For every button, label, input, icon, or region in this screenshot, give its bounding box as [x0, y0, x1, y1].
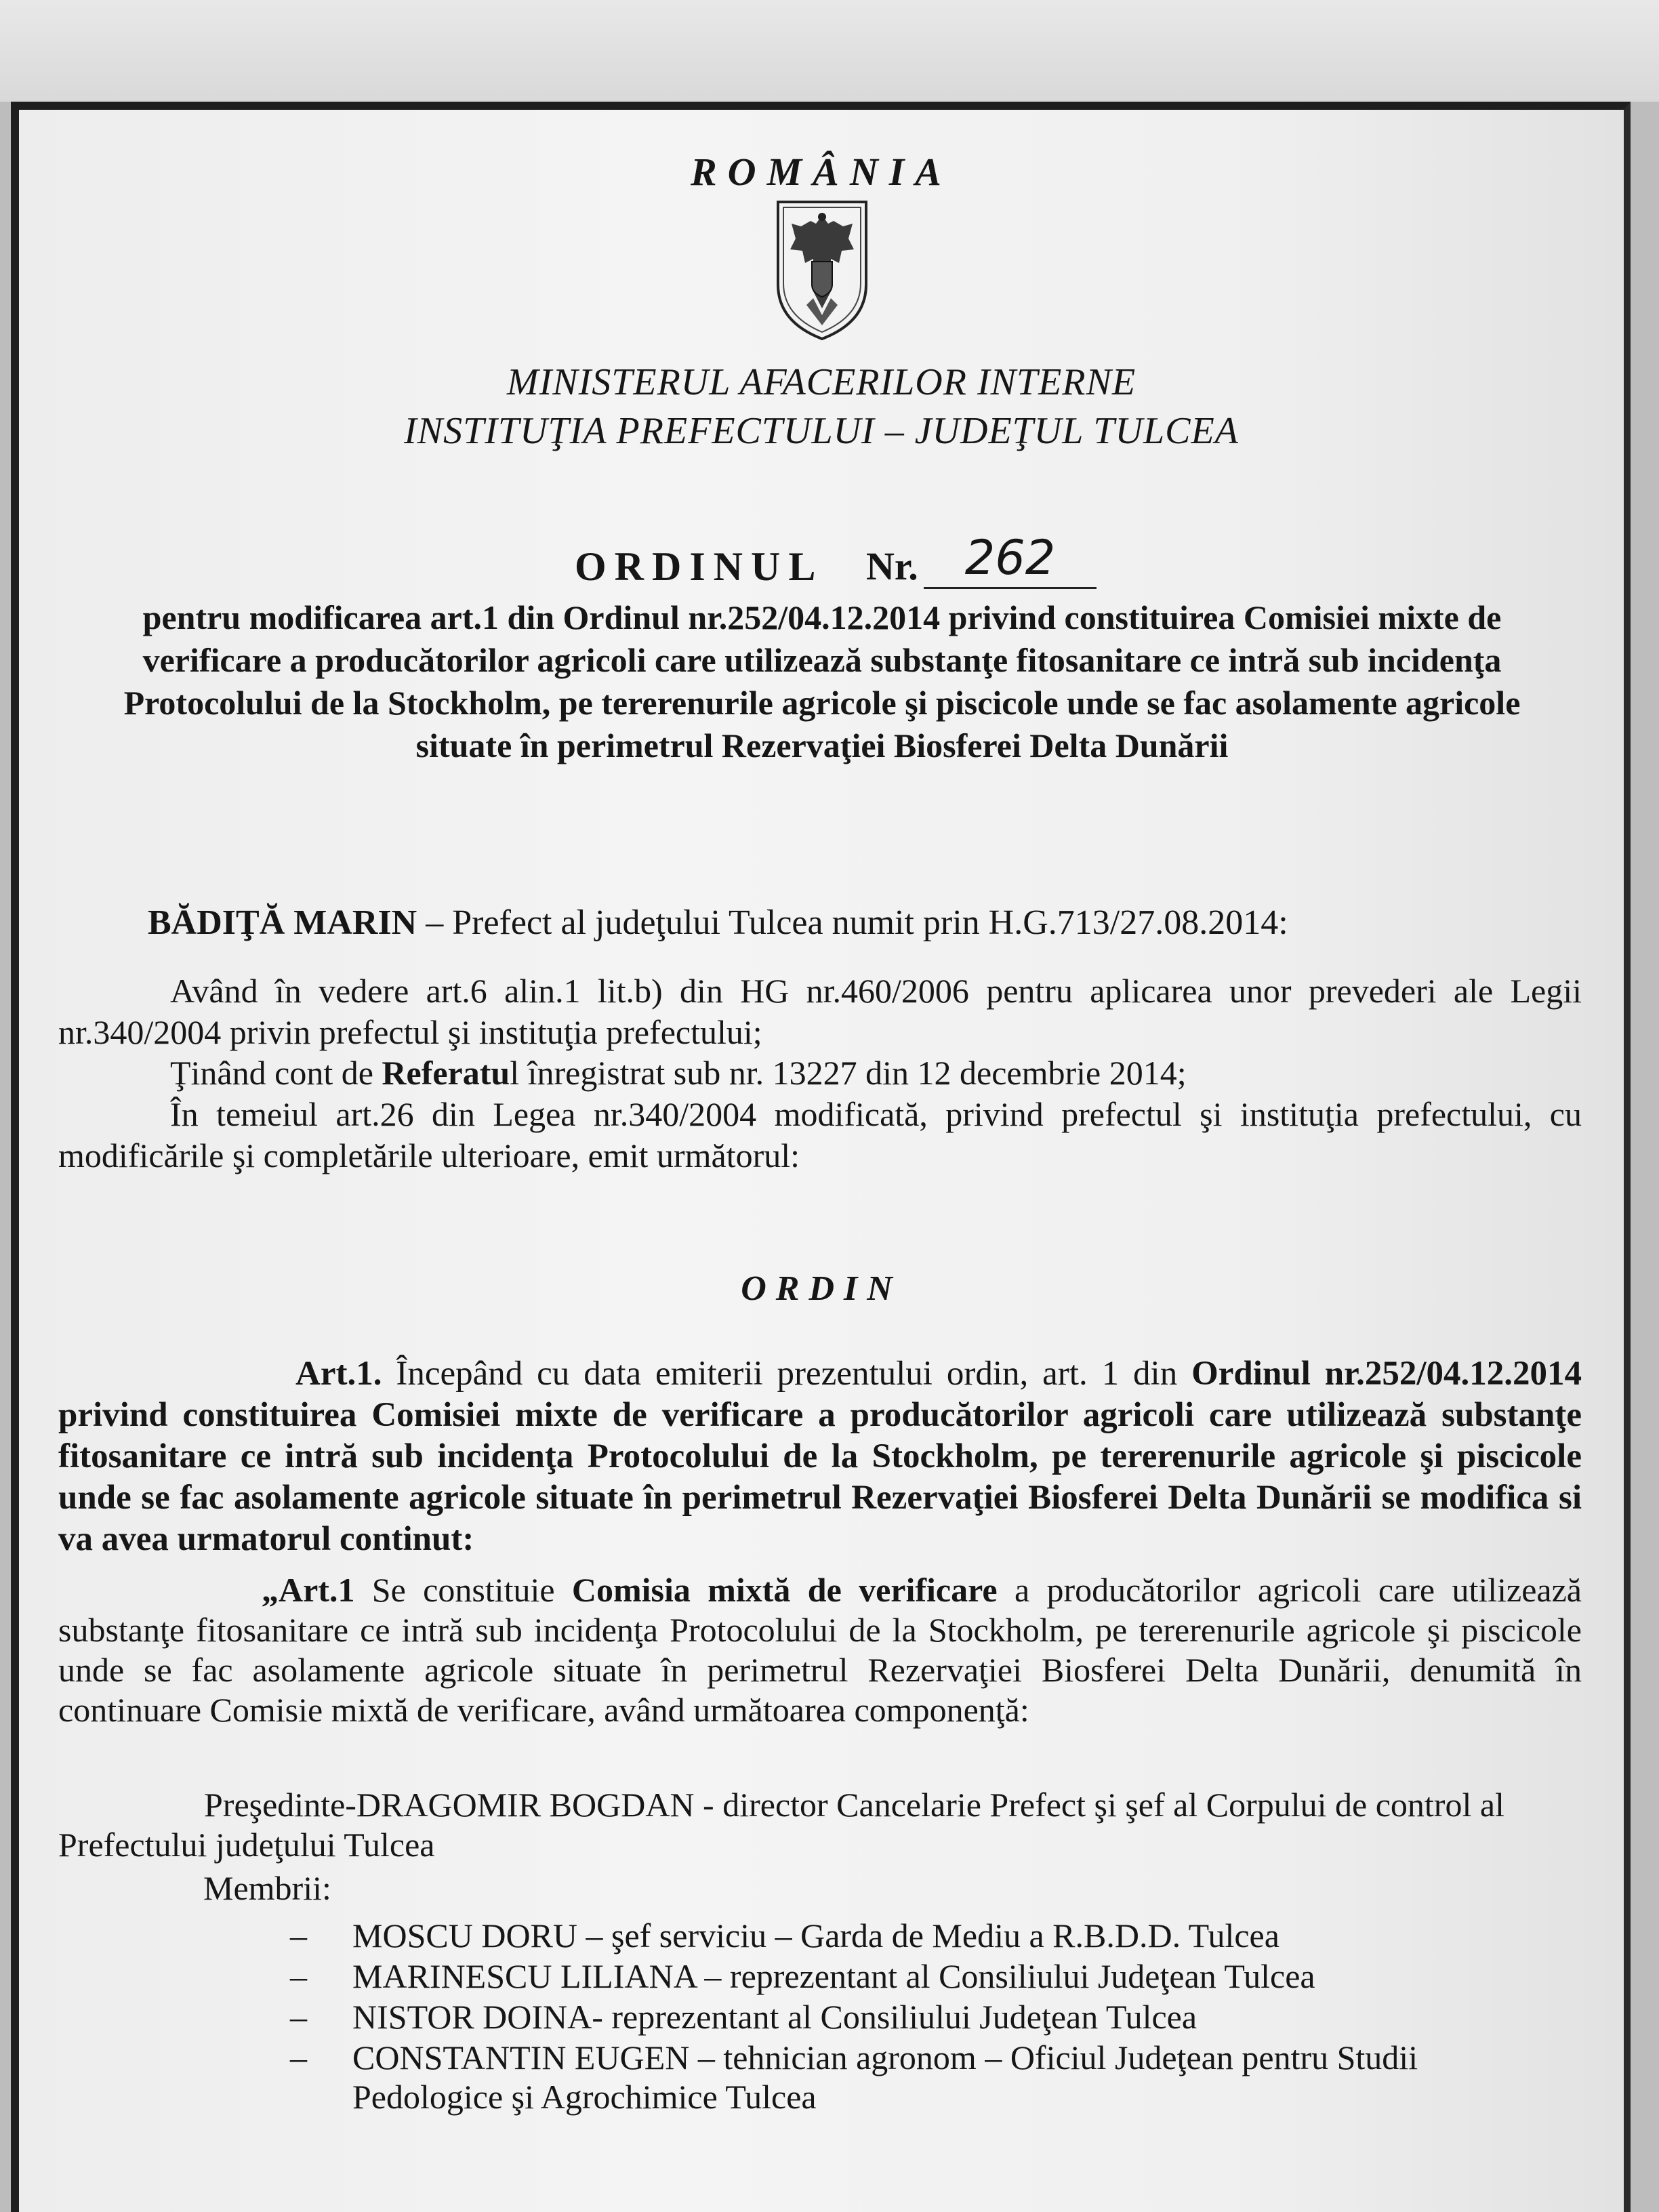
- quoted-article-text-2: a producătorilor agricoli care utilizează substanţe fitosanitare ce intră sub incidenţa Protocolului de la Stockholm, pe tererenurile agricole şi piscicole unde se fac asolamente agricole situate în perimetrul Rezervaţiei Biosferei Delta Dunării, denumită în continuare Comisie mixtă de verificare, având următoarea componenţă:: [58, 1571, 1582, 1729]
- order-number-handwritten: 262: [924, 529, 1097, 589]
- list-dash: –: [290, 1998, 307, 2036]
- order-number-label: Nr.: [866, 544, 918, 588]
- article-1-intro: Începând cu data emiterii prezentului ordin, art. 1 din: [382, 1355, 1192, 1393]
- committee-president: Preşedinte-DRAGOMIR BOGDAN - director Cancelarie Prefect şi şef al Corpului de control al Prefectului judeţului Tulcea: [58, 1786, 1504, 1864]
- order-title: ORDINUL: [575, 544, 824, 589]
- consideration-2: [58, 1052, 1582, 1094]
- institution-heading: INSTITUŢIA PREFECTULUI – JUDEŢUL TULCEA: [404, 410, 1239, 452]
- article-1: [58, 1353, 1582, 1560]
- list-dash: –: [290, 2039, 307, 2076]
- consideration-2-end: l înregistrat sub nr. 13227 din 12 decembrie 2014;: [510, 1054, 1187, 1092]
- prefect-name: BĂDIŢĂ MARIN: [148, 903, 417, 942]
- order-subject: pentru modificarea art.1 din Ordinul nr.252/04.12.2014 privind constituirea Comisiei mixte de verificare a producătorilor agricoli care utilizează substanţe fitosanitare ce intră sub incidenţa Protocolului de la Stockholm, pe tererenurile agricole şi piscicole unde se fac asolamente agricole situate în perimetrul Rezervaţiei Biosferei Delta Dunării: [123, 598, 1521, 764]
- member-text: MARINESCU LILIANA – reprezentant al Consiliului Judeţean Tulcea: [352, 1957, 1315, 1995]
- ordin-heading: ORDIN: [741, 1269, 902, 1308]
- member-text: CONSTANTIN EUGEN – tehnician agronom – Oficiul Judeţean pentru Studii Pedologice şi Agrochimice Tulcea: [352, 2039, 1418, 2116]
- consideration-3: În temeiul art.26 din Legea nr.340/2004 modificată, privind prefectul şi instituţia prefectului, cu modificările şi completările ulterioare, emit următorul:: [58, 1095, 1582, 1174]
- article-1-body: Ordinul nr.252/04.12.2014 privind constituirea Comisiei mixte de verificare a producătorilor agricoli care utilizează substanţe fitosanitare ce intră sub incidenţa Protocolului de la Stockholm, pe tererenurile agricole şi piscicole unde se fac asolamente agricole situate în perimetrul Rezervaţiei Biosferei Delta Dunării se modifica si va avea urmatorul continut:: [58, 1355, 1582, 1558]
- referat-bold: Referatu: [382, 1054, 510, 1092]
- member-text: NISTOR DOINA- reprezentant al Consiliului Judeţean Tulcea: [352, 1998, 1197, 2036]
- consideration-2-start: Ţinând cont de: [170, 1054, 382, 1092]
- prefect-line: [148, 903, 1288, 943]
- country-heading: ROMÂNIA: [691, 150, 952, 194]
- members-label: Membrii:: [203, 1869, 331, 1907]
- list-dash: –: [290, 1917, 307, 1954]
- photo-background: [0, 0, 1659, 102]
- article-1-label: Art.1.: [295, 1355, 382, 1393]
- consideration-1: Având în vedere art.6 alin.1 lit.b) din HG nr.460/2006 pentru aplicarea unor prevederi ale Legii nr.340/2004 privin prefectul şi instituţia prefectului;: [58, 972, 1582, 1051]
- ministry-heading: MINISTERUL AFACERILOR INTERNE: [506, 361, 1136, 403]
- quoted-article-text-1: Se constituie: [354, 1571, 572, 1609]
- prefect-title: – Prefect al judeţului Tulcea numit prin H.G.713/27.08.2014:: [417, 903, 1288, 942]
- quoted-article-label: „Art.1: [262, 1571, 355, 1609]
- coat-of-arms-icon: [771, 197, 873, 342]
- member-text: MOSCU DORU – şef serviciu – Garda de Mediu a R.B.D.D. Tulcea: [352, 1917, 1279, 1954]
- quoted-article-1: [58, 1570, 1582, 1730]
- document-page: [11, 102, 1631, 2212]
- list-dash: –: [290, 1957, 307, 1995]
- commission-name: Comisia mixtă de verificare: [571, 1571, 998, 1609]
